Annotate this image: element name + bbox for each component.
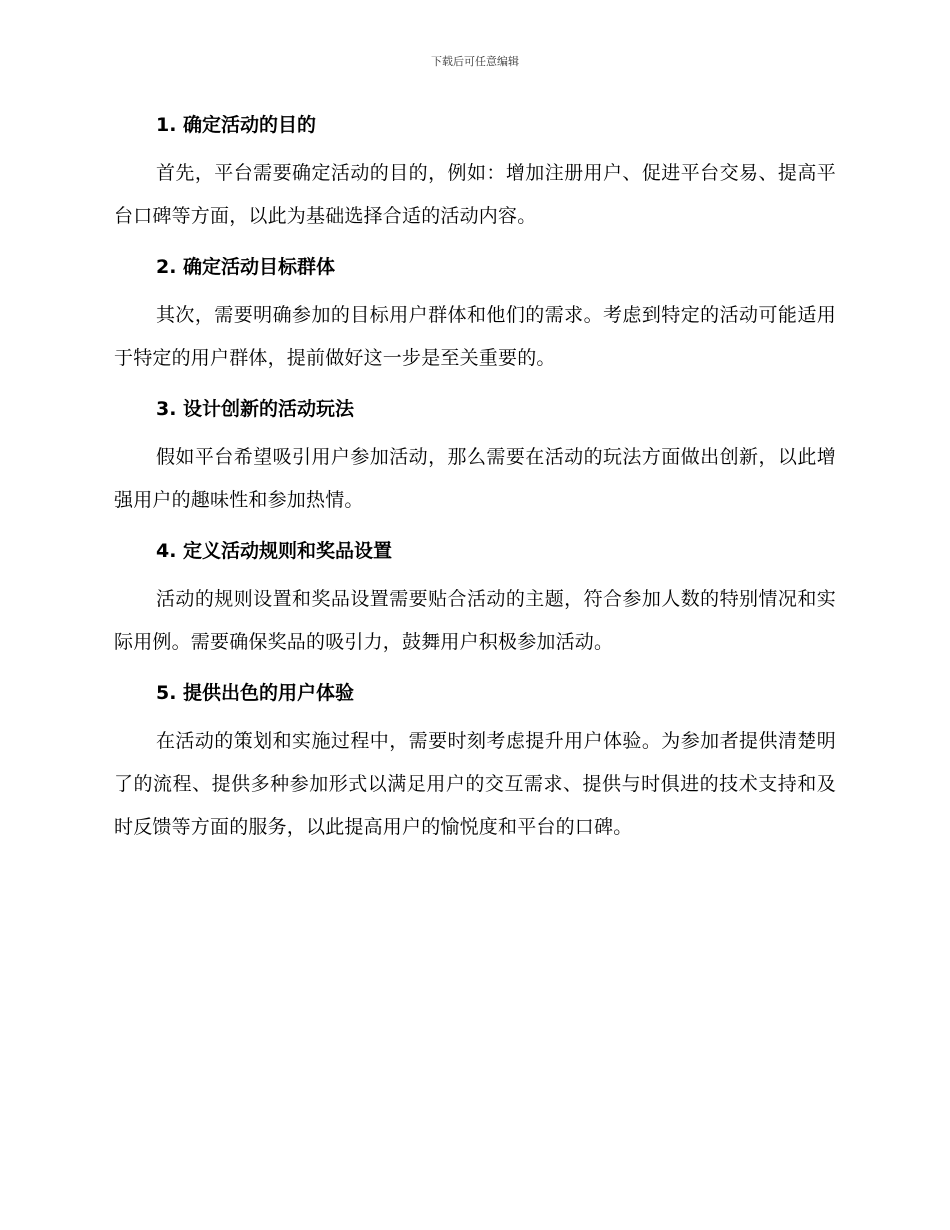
section <box>114 252 836 380</box>
section-title: 2. 确定活动目标群体 <box>156 256 336 278</box>
document-content <box>114 110 836 863</box>
header-note: 下载后可任意编辑 <box>431 55 519 68</box>
section-paragraph: 其次，需要明确参加的目标用户群体和他们的需求。考虑到特定的活动可能适用于特定的用户群体，提前做好这一步是至关重要的。 <box>114 304 836 369</box>
section <box>114 536 836 664</box>
section-title: 1. 确定活动的目的 <box>156 114 317 136</box>
section-title: 3. 设计创新的活动玩法 <box>156 398 355 420</box>
section-paragraph: 首先，平台需要确定活动的目的，例如：增加注册用户、促进平台交易、提高平台口碑等方面，以此为基础选择合适的活动内容。 <box>114 162 836 227</box>
section-paragraph: 在活动的策划和实施过程中，需要时刻考虑提升用户体验。为参加者提供清楚明了的流程、提供多种参加形式以满足用户的交互需求、提供与时俱进的技术支持和及时反馈等方面的服务，以此提高用户的愉悦度和平台的口碑。 <box>114 730 836 838</box>
section-paragraph: 活动的规则设置和奖品设置需要贴合活动的主题，符合参加人数的特别情况和实际用例。需要确保奖品的吸引力，鼓舞用户积极参加活动。 <box>114 588 836 653</box>
section-paragraph: 假如平台希望吸引用户参加活动，那么需要在活动的玩法方面做出创新，以此增强用户的趣味性和参加热情。 <box>114 446 836 511</box>
section <box>114 394 836 522</box>
section-title: 4. 定义活动规则和奖品设置 <box>156 540 393 562</box>
section <box>114 110 836 238</box>
section <box>114 678 836 849</box>
section-title: 5. 提供出色的用户体验 <box>156 682 355 704</box>
